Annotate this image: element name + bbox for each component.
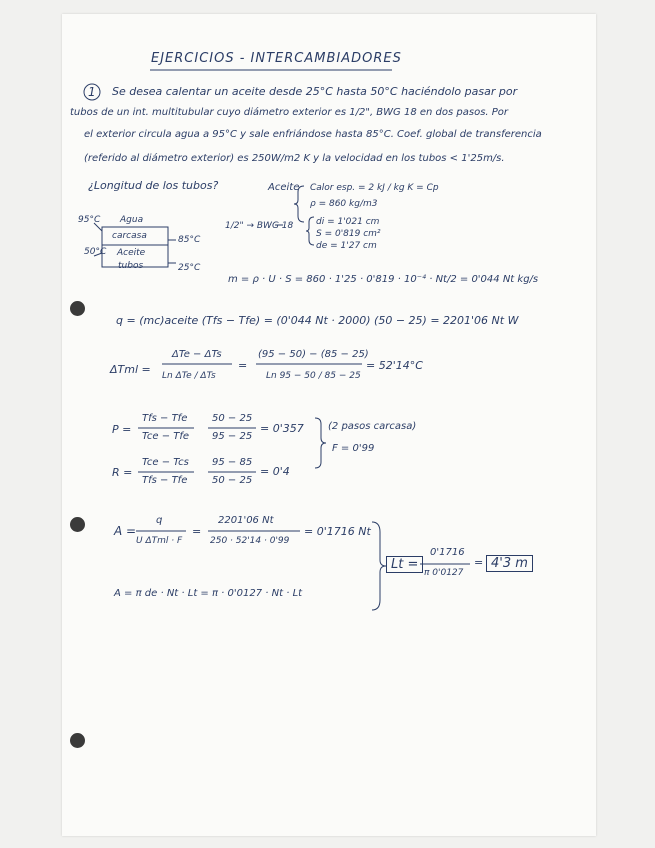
oil-outlet-temp: 50°C [84, 247, 107, 257]
equals-sign: = [238, 359, 248, 372]
r-numerator-values: 95 − 85 [212, 457, 253, 468]
length-result: 4'3 m [486, 555, 533, 572]
shell-label: carcasa [112, 231, 147, 241]
p-denominator: Tce − Tfe [142, 431, 190, 442]
equals-sign: = [474, 556, 484, 569]
cp-value: Calor esp. = 2 kJ / kg K = Cp [310, 183, 439, 193]
shell-passes-note: (2 pasos carcasa) [328, 421, 417, 432]
dtml-result: = 52'14°C [366, 359, 423, 372]
di-value: di = 1'021 cm [316, 217, 380, 227]
area-numerator-values: 2201'06 Nt [218, 515, 274, 526]
rho-value: ρ = 860 kg/m3 [310, 199, 378, 209]
correction-factor: F = 0'99 [332, 443, 375, 454]
dtml-denominator-values: Ln 95 − 50 / 85 − 25 [266, 371, 361, 381]
area-denominator: U ΔTml · F [136, 536, 183, 546]
problem-line-3: el exterior circula agua a 95°C y sale enfriándose hasta 85°C. Coef. global de transferencia [84, 129, 542, 140]
problem-line-4: (referido al diámetro exterior) es 250W/m2 K y la velocidad en los tubos < 1'25m/s. [84, 153, 505, 164]
tubes-label: tubos [118, 261, 144, 271]
p-numerator-values: 50 − 25 [212, 413, 253, 424]
length-lhs: Lt = [386, 556, 423, 573]
water-outlet-temp: 85°C [178, 235, 201, 245]
tube-label: 1/2" → BWG 18 [225, 221, 294, 231]
r-lhs: R = [112, 466, 133, 479]
p-lhs: P = [112, 423, 132, 436]
r-result: = 0'4 [260, 465, 290, 478]
problem-line-2: tubos de un int. multitubular cuyo diámetro exterior es 1/2", BWG 18 en dos pasos. Por [70, 107, 509, 118]
p-numerator: Tfs − Tfe [142, 413, 188, 424]
length-denominator: π 0'0127 [424, 568, 464, 578]
water-inlet-temp: 95°C [78, 215, 101, 225]
area-tube-equation: A = π de · Nt · Lt = π · 0'0127 · Nt · Lt [114, 588, 303, 599]
de-value: de = 1'27 cm [316, 241, 377, 251]
equals-sign: = [192, 525, 202, 538]
p-result: = 0'357 [260, 422, 304, 435]
r-denominator: Tfs − Tfe [142, 475, 188, 486]
area-result: = 0'1716 Nt [304, 525, 371, 538]
p-denominator-values: 95 − 25 [212, 431, 253, 442]
length-numerator: 0'1716 [430, 547, 465, 558]
aceite-label: Aceite [268, 182, 300, 193]
problem-question: ¿Longitud de los tubos? [88, 179, 219, 192]
s-value: S = 0'819 cm² [316, 229, 381, 239]
dtml-numerator-values: (95 − 50) − (85 − 25) [258, 349, 369, 360]
page-title: EJERCICIOS - INTERCAMBIADORES [151, 51, 402, 66]
water-label: Agua [120, 215, 144, 225]
r-denominator-values: 50 − 25 [212, 475, 253, 486]
problem-number: 1 [88, 85, 96, 99]
problem-line-1: Se desea calentar un aceite desde 25°C hasta 50°C haciéndolo pasar por [112, 85, 518, 98]
oil-label: Aceite [117, 248, 146, 258]
area-denominator-values: 250 · 52'14 · 0'99 [210, 536, 290, 546]
area-lhs: A = [114, 524, 137, 538]
dtml-lhs: ΔTml = [110, 363, 151, 376]
oil-inlet-temp: 25°C [178, 263, 201, 273]
mass-flow-equation: m = ρ · U · S = 860 · 1'25 · 0'819 · 10⁻⁴ · Nt/2 = 0'044 Nt kg/s [228, 274, 539, 285]
heat-equation: q = (mc)aceite (Tfs − Tfe) = (0'044 Nt · 2000) (50 − 25) = 2201'06 Nt W [116, 314, 519, 327]
area-numerator: q [156, 515, 163, 526]
r-numerator: Tce − Tcs [142, 457, 189, 468]
dtml-numerator: ΔTe − ΔTs [172, 349, 222, 360]
dtml-denominator: Ln ΔTe / ΔTs [162, 371, 216, 381]
